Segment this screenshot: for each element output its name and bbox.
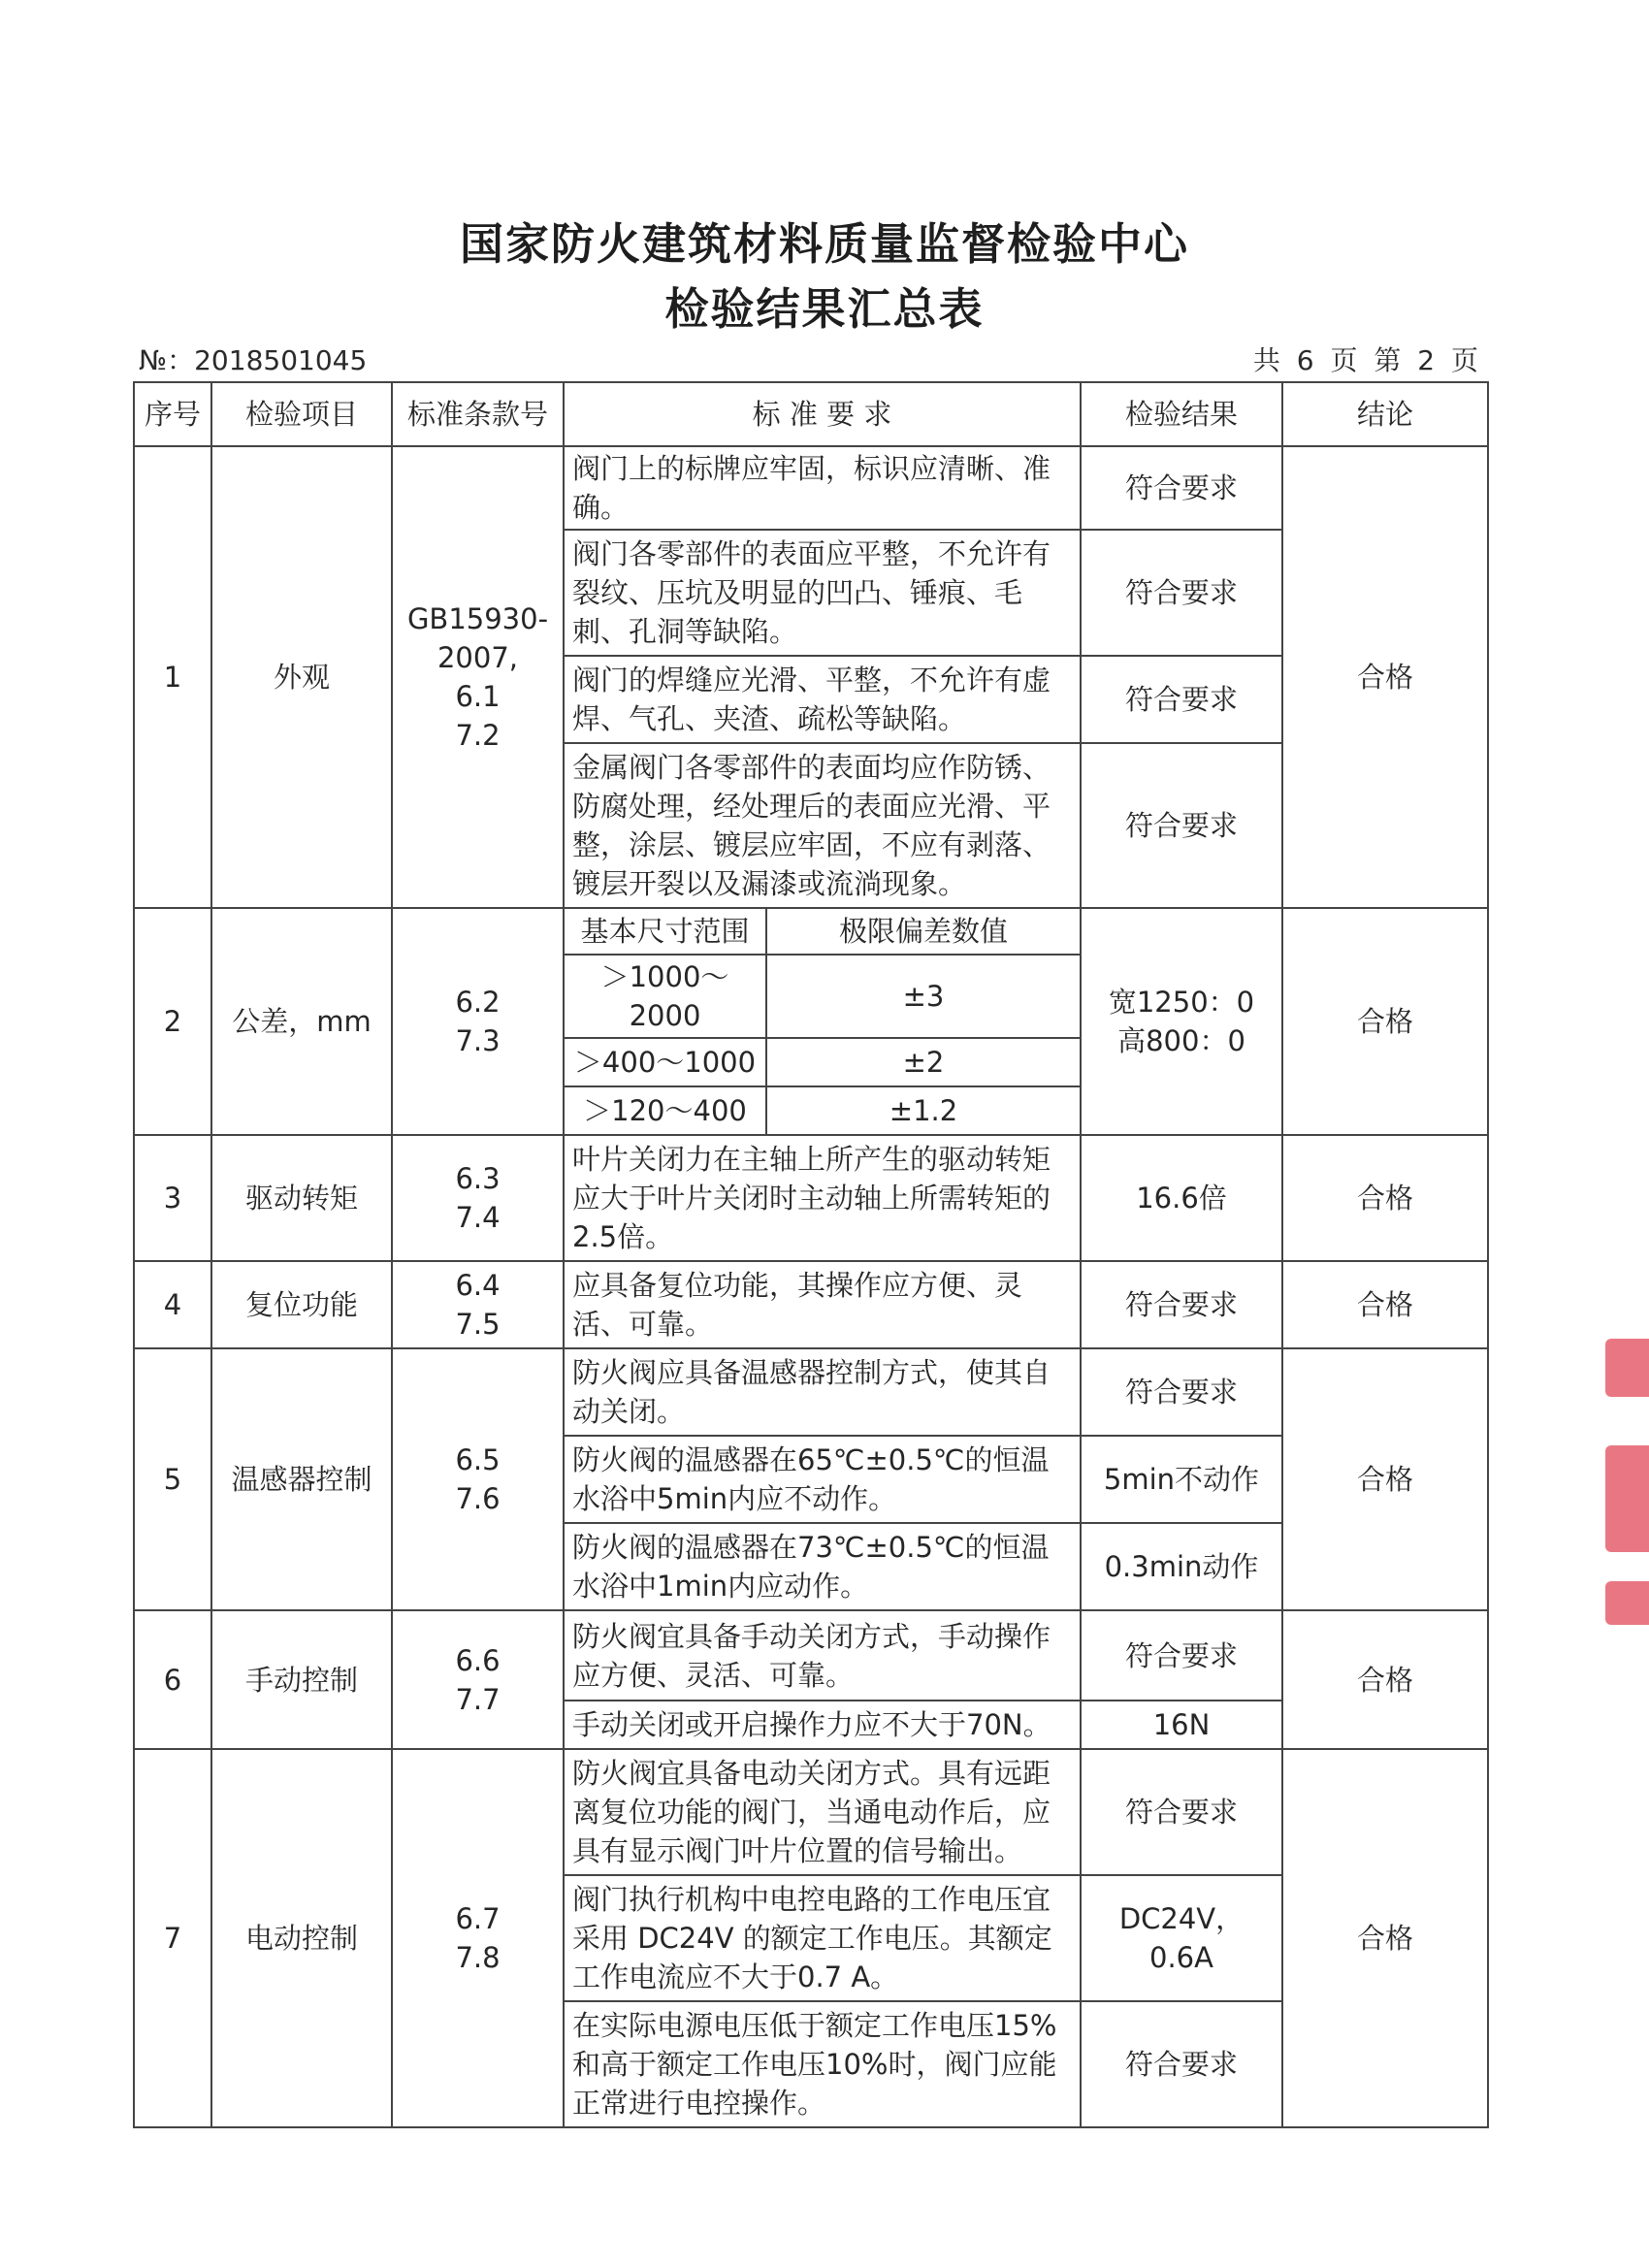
row-conclusion: 合格 — [1282, 1610, 1488, 1749]
table-row — [134, 1749, 1488, 1875]
row-seq: 3 — [134, 1135, 211, 1261]
red-seal-stamp-fragment — [1605, 1339, 1649, 1397]
row-seq: 4 — [134, 1261, 211, 1348]
result-value: 16N — [1081, 1701, 1282, 1749]
table-header-row — [134, 382, 1488, 446]
row-item: 公差，mm — [211, 908, 392, 1135]
result-value: 符合要求 — [1081, 2001, 1282, 2127]
row-clause: GB15930-2007, 6.1 7.2 — [392, 446, 564, 908]
row-clause: 6.4 7.5 — [392, 1261, 564, 1348]
result-value: 0.3min动作 — [1081, 1523, 1282, 1610]
result-value: 符合要求 — [1081, 530, 1282, 656]
row-clause: 6.3 7.4 — [392, 1135, 564, 1261]
requirement-text: 金属阀门各零部件的表面均应作防锈、防腐处理，经处理后的表面应光滑、平整，涂层、镀层应牢固，不应有剥落、镀层开裂以及漏漆或流淌现象。 — [564, 743, 1081, 908]
page-indicator: 共 6 页 第 2 页 — [1252, 344, 1482, 376]
row-conclusion: 合格 — [1282, 908, 1488, 1135]
document-subtitle: 检验结果汇总表 — [664, 283, 985, 335]
row-conclusion: 合格 — [1282, 1135, 1488, 1261]
row-item: 复位功能 — [211, 1261, 392, 1348]
tolerance-range: ＞1000～2000 — [564, 955, 766, 1038]
header-requirement: 标 准 要 求 — [564, 382, 1081, 446]
table-row — [134, 1135, 1488, 1261]
header-seq: 序号 — [134, 382, 211, 446]
requirement-text: 防火阀的温感器在65℃±0.5℃的恒温水浴中5min内应不动作。 — [564, 1436, 1081, 1523]
requirement-text: 防火阀应具备温感器控制方式，使其自动关闭。 — [564, 1348, 1081, 1436]
requirement-text: 手动关闭或开启操作力应不大于70N。 — [564, 1701, 1081, 1749]
requirement-text: 阀门执行机构中电控电路的工作电压宜采用 DC24V 的额定工作电压。其额定工作电流应不大于0.7 A。 — [564, 1875, 1081, 2001]
table-row — [134, 1261, 1488, 1348]
row-item: 温感器控制 — [211, 1348, 392, 1610]
result-value: 符合要求 — [1081, 656, 1282, 743]
row-seq: 1 — [134, 446, 211, 908]
row-seq: 6 — [134, 1610, 211, 1749]
table-row — [134, 1348, 1488, 1436]
document-title: 国家防火建筑材料质量监督检验中心 — [459, 218, 1189, 270]
requirement-text: 在实际电源电压低于额定工作电压15%和高于额定工作电压10%时，阀门应能正常进行电控操作。 — [564, 2001, 1081, 2127]
requirement-text: 防火阀的温感器在73℃±0.5℃的恒温水浴中1min内应动作。 — [564, 1523, 1081, 1610]
row-conclusion: 合格 — [1282, 1348, 1488, 1610]
requirement-text: 应具备复位功能，其操作应方便、灵活、可靠。 — [564, 1261, 1081, 1348]
row-conclusion: 合格 — [1282, 1749, 1488, 2127]
row-result: 宽1250：0 高800：0 — [1081, 908, 1282, 1135]
result-value: 符合要求 — [1081, 1610, 1282, 1701]
result-value: 符合要求 — [1081, 1261, 1282, 1348]
header-item: 检验项目 — [211, 382, 392, 446]
row-seq: 7 — [134, 1749, 211, 2127]
requirement-text: 阀门上的标牌应牢固，标识应清晰、准确。 — [564, 446, 1081, 530]
row-clause: 6.2 7.3 — [392, 908, 564, 1135]
row-item: 驱动转矩 — [211, 1135, 392, 1261]
result-value: 16.6倍 — [1081, 1135, 1282, 1261]
row-item: 外观 — [211, 446, 392, 908]
requirement-text: 防火阀宜具备电动关闭方式。具有远距离复位功能的阀门，当通电动作后，应具有显示阀门叶片位置的信号输出。 — [564, 1749, 1081, 1875]
row-clause: 6.6 7.7 — [392, 1610, 564, 1749]
tolerance-range: ＞400～1000 — [564, 1038, 766, 1086]
header-clause: 标准条款号 — [392, 382, 564, 446]
tolerance-range-header: 基本尺寸范围 — [564, 908, 766, 955]
tolerance-deviation: ±2 — [766, 1038, 1081, 1086]
inspection-results-table — [133, 381, 1489, 2128]
requirement-text: 阀门的焊缝应光滑、平整，不允许有虚焊、气孔、夹渣、疏松等缺陷。 — [564, 656, 1081, 743]
tolerance-range: ＞120～400 — [564, 1086, 766, 1135]
result-value: 符合要求 — [1081, 446, 1282, 530]
report-number: №：2018501045 — [139, 344, 368, 376]
result-value: 符合要求 — [1081, 1348, 1282, 1436]
row-conclusion: 合格 — [1282, 1261, 1488, 1348]
tolerance-deviation-header: 极限偏差数值 — [766, 908, 1081, 955]
header-result: 检验结果 — [1081, 382, 1282, 446]
table-row — [134, 446, 1488, 530]
row-clause: 6.5 7.6 — [392, 1348, 564, 1610]
tolerance-deviation: ±3 — [766, 955, 1081, 1038]
row-conclusion: 合格 — [1282, 446, 1488, 908]
row-item: 手动控制 — [211, 1610, 392, 1749]
row-clause: 6.7 7.8 — [392, 1749, 564, 2127]
red-seal-stamp-fragment — [1605, 1581, 1649, 1625]
table-row — [134, 1610, 1488, 1701]
table-row — [134, 908, 1488, 955]
header-conclusion: 结论 — [1282, 382, 1488, 446]
row-seq: 2 — [134, 908, 211, 1135]
requirement-text: 叶片关闭力在主轴上所产生的驱动转矩应大于叶片关闭时主动轴上所需转矩的2.5倍。 — [564, 1135, 1081, 1261]
result-value: 符合要求 — [1081, 743, 1282, 908]
requirement-text: 阀门各零部件的表面应平整，不允许有裂纹、压坑及明显的凹凸、锤痕、毛刺、孔洞等缺陷。 — [564, 530, 1081, 656]
red-seal-stamp-fragment — [1605, 1445, 1649, 1552]
row-seq: 5 — [134, 1348, 211, 1610]
result-value: DC24V，0.6A — [1081, 1875, 1282, 2001]
requirement-text: 防火阀宜具备手动关闭方式，手动操作应方便、灵活、可靠。 — [564, 1610, 1081, 1701]
result-value: 5min不动作 — [1081, 1436, 1282, 1523]
tolerance-deviation: ±1.2 — [766, 1086, 1081, 1135]
row-item: 电动控制 — [211, 1749, 392, 2127]
result-value: 符合要求 — [1081, 1749, 1282, 1875]
